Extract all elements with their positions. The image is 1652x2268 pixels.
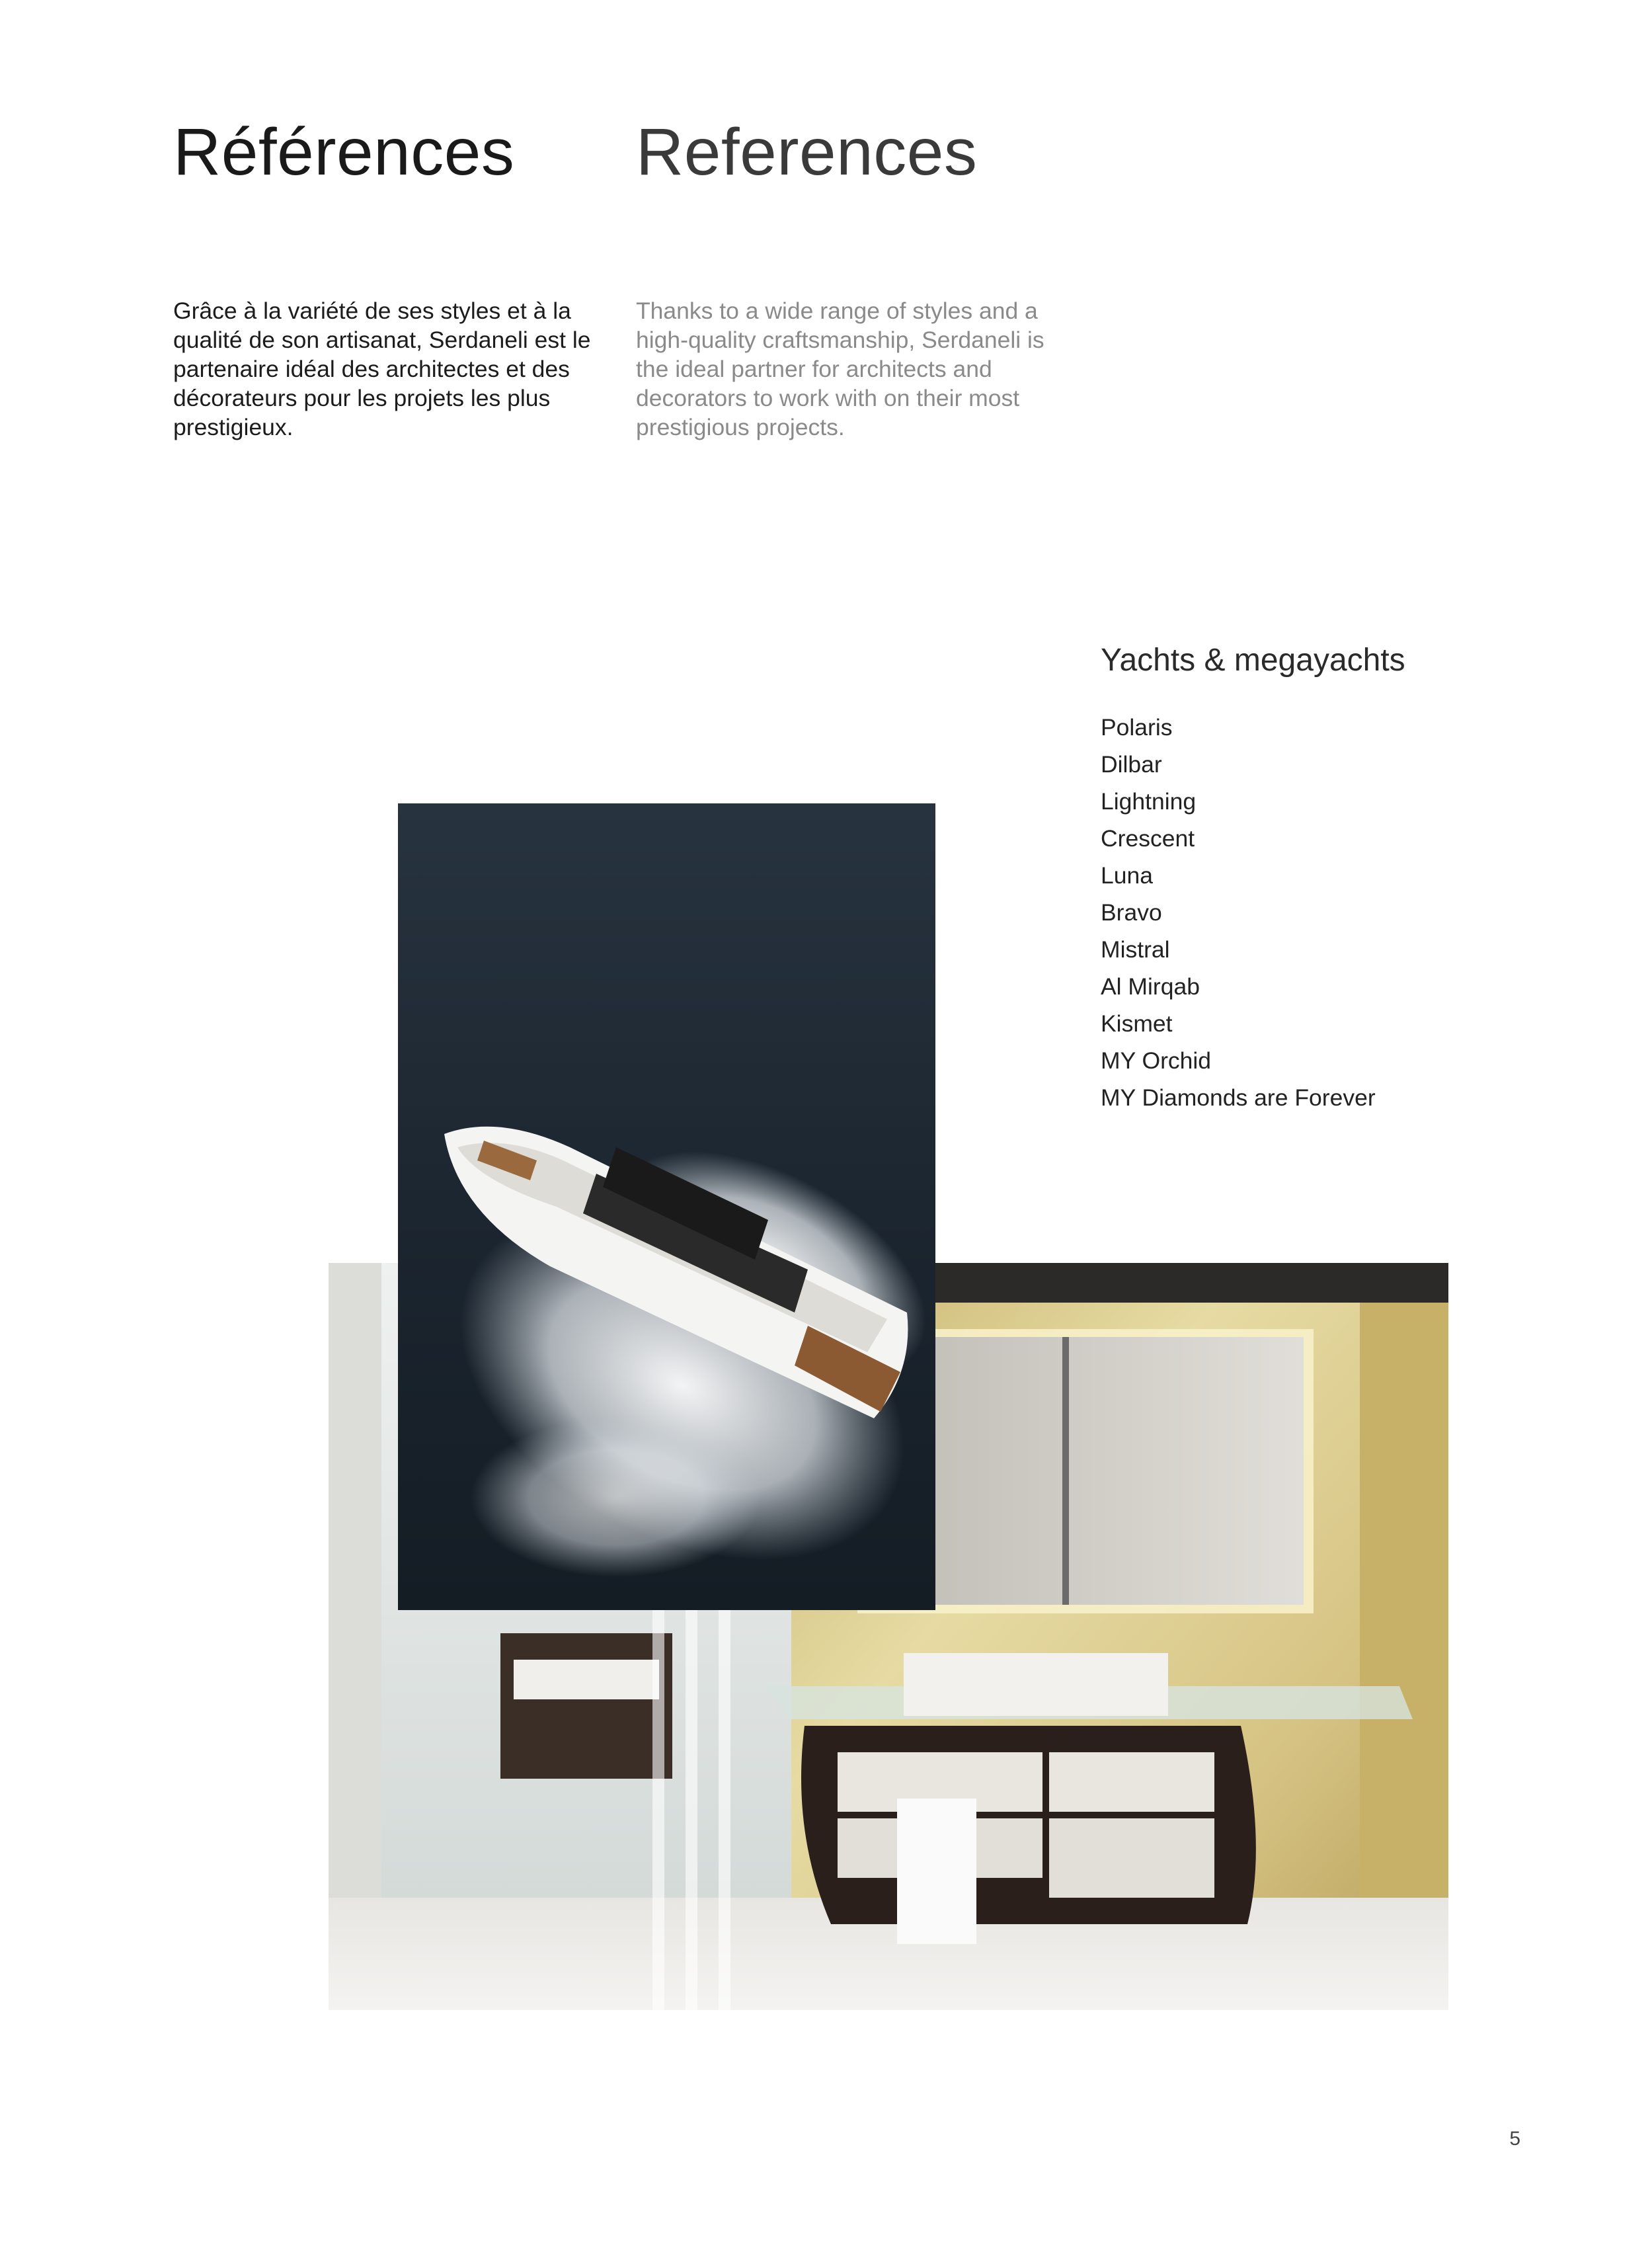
references-list <box>1101 709 1563 1116</box>
reference-item: Crescent <box>1101 825 1195 852</box>
reference-item: MY Diamonds are Forever <box>1101 1084 1376 1111</box>
reference-item: Bravo <box>1101 899 1162 926</box>
page-title-french: Références <box>173 115 515 189</box>
references-heading: Yachts & megayachts <box>1101 643 1405 678</box>
yacht-aerial-photo <box>398 803 935 1610</box>
intro-paragraph-english: Thanks to a wide range of styles and a high-quality craftsmanship, Serdaneli is the ideal partner for architects and decorators to work with on their most prestigious projects. <box>636 298 1044 440</box>
references-section <box>1101 641 1563 1116</box>
yacht-illustration <box>398 803 935 1610</box>
intro-paragraph-french: Grâce à la variété de ses styles et à la qualité de son artisanat, Serdaneli est le partenaire idéal des architectes et des décorateurs pour les projets les plus prestigieux. <box>173 298 591 440</box>
reference-item: Kismet <box>1101 1010 1173 1037</box>
reference-item: Mistral <box>1101 936 1170 963</box>
reference-item: Polaris <box>1101 713 1173 741</box>
reference-item: Luna <box>1101 862 1153 889</box>
reference-item: Lightning <box>1101 788 1197 815</box>
reference-item: MY Orchid <box>1101 1047 1212 1074</box>
reference-item: Al Mirqab <box>1101 973 1200 1000</box>
page-number: 5 <box>1509 2128 1520 2150</box>
page-title-english: References <box>636 115 978 189</box>
reference-item: Dilbar <box>1101 750 1162 778</box>
